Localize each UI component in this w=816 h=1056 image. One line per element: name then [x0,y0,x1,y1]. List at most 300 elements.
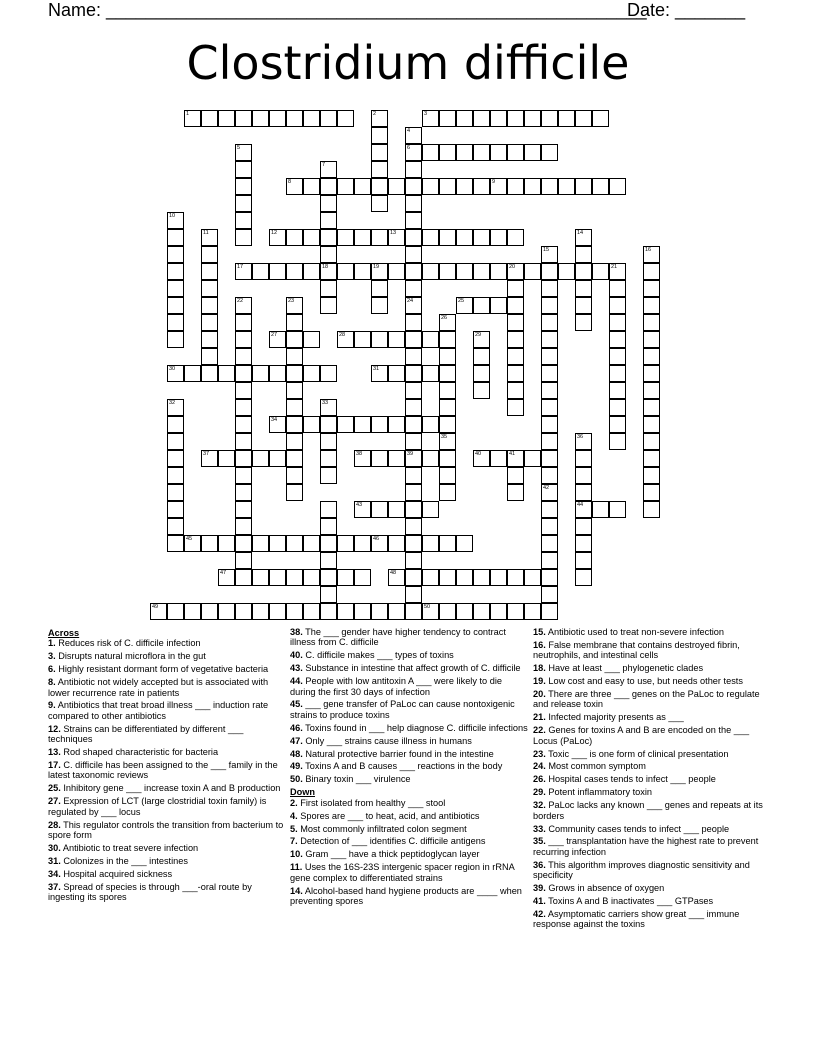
crossword-cell[interactable] [371,501,388,518]
crossword-cell[interactable] [371,280,388,297]
crossword-cell[interactable] [286,399,303,416]
crossword-cell[interactable] [337,229,354,246]
crossword-cell[interactable] [422,144,439,161]
crossword-cell[interactable] [303,535,320,552]
crossword-cell[interactable] [371,450,388,467]
crossword-cell[interactable] [541,484,558,501]
crossword-cell[interactable] [422,603,439,620]
crossword-cell[interactable] [541,433,558,450]
crossword-cell[interactable] [252,263,269,280]
crossword-cell[interactable] [320,416,337,433]
crossword-cell[interactable] [541,399,558,416]
crossword-cell[interactable] [643,467,660,484]
crossword-cell[interactable] [320,586,337,603]
crossword-cell[interactable] [575,467,592,484]
crossword-cell[interactable] [235,484,252,501]
crossword-cell[interactable] [405,552,422,569]
crossword-cell[interactable] [643,399,660,416]
crossword-cell[interactable] [235,110,252,127]
crossword-cell[interactable] [439,331,456,348]
crossword-cell[interactable] [473,297,490,314]
crossword-cell[interactable] [524,144,541,161]
crossword-cell[interactable] [286,484,303,501]
crossword-cell[interactable] [371,161,388,178]
crossword-cell[interactable] [609,297,626,314]
crossword-cell[interactable] [507,467,524,484]
crossword-cell[interactable] [439,348,456,365]
crossword-cell[interactable] [473,365,490,382]
crossword-cell[interactable] [575,280,592,297]
crossword-cell[interactable] [575,246,592,263]
crossword-cell[interactable] [371,416,388,433]
crossword-cell[interactable] [354,569,371,586]
crossword-cell[interactable] [473,348,490,365]
crossword-cell[interactable] [235,178,252,195]
crossword-cell[interactable] [286,569,303,586]
crossword-cell[interactable] [201,348,218,365]
crossword-cell[interactable] [490,569,507,586]
crossword-cell[interactable] [218,535,235,552]
crossword-cell[interactable] [371,144,388,161]
crossword-cell[interactable] [456,144,473,161]
crossword-cell[interactable] [507,382,524,399]
crossword-cell[interactable] [439,535,456,552]
crossword-cell[interactable] [609,382,626,399]
crossword-cell[interactable] [456,603,473,620]
crossword-cell[interactable] [439,144,456,161]
crossword-cell[interactable] [235,416,252,433]
crossword-cell[interactable] [269,569,286,586]
crossword-cell[interactable] [405,348,422,365]
crossword-cell[interactable] [269,535,286,552]
date-field-label[interactable]: Date: _______ [627,0,746,20]
crossword-cell[interactable] [439,569,456,586]
crossword-cell[interactable] [405,212,422,229]
crossword-cell[interactable] [320,399,337,416]
crossword-cell[interactable] [507,229,524,246]
crossword-cell[interactable] [541,518,558,535]
crossword-cell[interactable] [320,467,337,484]
crossword-cell[interactable] [609,399,626,416]
crossword-cell[interactable] [422,178,439,195]
crossword-cell[interactable] [541,297,558,314]
crossword-cell[interactable] [541,535,558,552]
crossword-cell[interactable] [320,535,337,552]
crossword-cell[interactable] [439,314,456,331]
crossword-cell[interactable] [524,603,541,620]
crossword-cell[interactable] [320,229,337,246]
crossword-cell[interactable] [320,450,337,467]
crossword-cell[interactable] [490,263,507,280]
crossword-cell[interactable] [439,178,456,195]
crossword-cell[interactable] [456,110,473,127]
crossword-cell[interactable] [507,399,524,416]
crossword-cell[interactable] [439,382,456,399]
crossword-cell[interactable] [405,399,422,416]
crossword-cell[interactable] [439,229,456,246]
crossword-cell[interactable] [303,569,320,586]
crossword-cell[interactable] [490,144,507,161]
crossword-cell[interactable] [354,603,371,620]
crossword-cell[interactable] [167,518,184,535]
crossword-cell[interactable] [507,314,524,331]
crossword-cell[interactable] [575,433,592,450]
crossword-cell[interactable] [575,110,592,127]
crossword-cell[interactable] [541,110,558,127]
crossword-cell[interactable] [337,263,354,280]
crossword-cell[interactable] [558,263,575,280]
crossword-cell[interactable] [201,450,218,467]
crossword-cell[interactable] [473,331,490,348]
crossword-cell[interactable] [609,416,626,433]
crossword-cell[interactable] [473,603,490,620]
crossword-cell[interactable] [235,535,252,552]
crossword-cell[interactable] [303,263,320,280]
crossword-cell[interactable] [235,365,252,382]
crossword-cell[interactable] [320,433,337,450]
crossword-cell[interactable] [575,569,592,586]
crossword-cell[interactable] [235,195,252,212]
crossword-cell[interactable] [473,382,490,399]
crossword-cell[interactable] [269,416,286,433]
crossword-cell[interactable] [388,535,405,552]
crossword-cell[interactable] [643,280,660,297]
crossword-cell[interactable] [456,178,473,195]
crossword-cell[interactable] [405,484,422,501]
crossword-cell[interactable] [235,314,252,331]
crossword-cell[interactable] [507,110,524,127]
crossword-cell[interactable] [507,348,524,365]
crossword-cell[interactable] [524,569,541,586]
crossword-cell[interactable] [235,467,252,484]
crossword-cell[interactable] [456,263,473,280]
crossword-cell[interactable] [320,365,337,382]
crossword-cell[interactable] [235,212,252,229]
crossword-cell[interactable] [201,314,218,331]
crossword-cell[interactable] [592,110,609,127]
crossword-cell[interactable] [405,535,422,552]
crossword-cell[interactable] [303,365,320,382]
crossword-cell[interactable] [235,603,252,620]
crossword-cell[interactable] [405,144,422,161]
crossword-cell[interactable] [184,365,201,382]
crossword-cell[interactable] [286,535,303,552]
crossword-cell[interactable] [456,569,473,586]
crossword-cell[interactable] [575,484,592,501]
crossword-cell[interactable] [592,263,609,280]
crossword-cell[interactable] [235,161,252,178]
crossword-cell[interactable] [643,365,660,382]
crossword-cell[interactable] [541,331,558,348]
crossword-cell[interactable] [303,229,320,246]
crossword-cell[interactable] [252,603,269,620]
crossword-cell[interactable] [643,348,660,365]
crossword-cell[interactable] [320,178,337,195]
crossword-cell[interactable] [541,314,558,331]
crossword-cell[interactable] [541,144,558,161]
crossword-cell[interactable] [218,603,235,620]
crossword-cell[interactable] [235,552,252,569]
crossword-cell[interactable] [167,365,184,382]
crossword-cell[interactable] [405,263,422,280]
crossword-cell[interactable] [286,382,303,399]
crossword-cell[interactable] [643,297,660,314]
crossword-cell[interactable] [184,535,201,552]
crossword-cell[interactable] [541,280,558,297]
crossword-cell[interactable] [473,450,490,467]
crossword-cell[interactable] [354,178,371,195]
crossword-cell[interactable] [167,450,184,467]
crossword-cell[interactable] [371,331,388,348]
crossword-cell[interactable] [405,365,422,382]
crossword-cell[interactable] [337,569,354,586]
crossword-cell[interactable] [320,518,337,535]
crossword-cell[interactable] [507,297,524,314]
crossword-cell[interactable] [507,365,524,382]
crossword-cell[interactable] [235,229,252,246]
crossword-cell[interactable] [235,144,252,161]
crossword-cell[interactable] [303,110,320,127]
crossword-cell[interactable] [371,263,388,280]
crossword-cell[interactable] [609,314,626,331]
crossword-cell[interactable] [201,246,218,263]
crossword-cell[interactable] [218,365,235,382]
crossword-cell[interactable] [507,484,524,501]
crossword-cell[interactable] [456,297,473,314]
crossword-cell[interactable] [473,178,490,195]
crossword-cell[interactable] [524,110,541,127]
crossword-cell[interactable] [218,110,235,127]
crossword-cell[interactable] [354,501,371,518]
crossword-cell[interactable] [609,365,626,382]
crossword-cell[interactable] [167,297,184,314]
crossword-cell[interactable] [405,518,422,535]
crossword-cell[interactable] [422,569,439,586]
crossword-cell[interactable] [473,569,490,586]
crossword-cell[interactable] [405,586,422,603]
crossword-cell[interactable] [405,195,422,212]
crossword-cell[interactable] [575,178,592,195]
crossword-cell[interactable] [167,484,184,501]
crossword-cell[interactable] [167,246,184,263]
crossword-cell[interactable] [609,331,626,348]
crossword-cell[interactable] [405,603,422,620]
crossword-cell[interactable] [286,297,303,314]
crossword-cell[interactable] [286,603,303,620]
crossword-cell[interactable] [235,518,252,535]
crossword-cell[interactable] [422,229,439,246]
crossword-cell[interactable] [643,450,660,467]
crossword-cell[interactable] [337,535,354,552]
crossword-cell[interactable] [252,450,269,467]
crossword-cell[interactable] [405,467,422,484]
crossword-cell[interactable] [371,229,388,246]
crossword-cell[interactable] [269,450,286,467]
crossword-cell[interactable] [490,178,507,195]
crossword-cell[interactable] [235,348,252,365]
crossword-cell[interactable] [269,331,286,348]
crossword-cell[interactable] [286,110,303,127]
crossword-cell[interactable] [388,569,405,586]
crossword-cell[interactable] [286,331,303,348]
crossword-cell[interactable] [405,178,422,195]
crossword-cell[interactable] [388,178,405,195]
crossword-cell[interactable] [558,178,575,195]
crossword-cell[interactable] [167,280,184,297]
crossword-cell[interactable] [422,331,439,348]
crossword-cell[interactable] [320,212,337,229]
crossword-cell[interactable] [235,450,252,467]
crossword-cell[interactable] [167,603,184,620]
crossword-cell[interactable] [439,110,456,127]
crossword-cell[interactable] [507,144,524,161]
crossword-cell[interactable] [235,263,252,280]
crossword-cell[interactable] [252,365,269,382]
crossword-cell[interactable] [320,246,337,263]
crossword-cell[interactable] [371,178,388,195]
crossword-cell[interactable] [320,297,337,314]
crossword-cell[interactable] [541,246,558,263]
crossword-cell[interactable] [320,161,337,178]
crossword-cell[interactable] [286,416,303,433]
crossword-cell[interactable] [609,178,626,195]
crossword-cell[interactable] [541,178,558,195]
crossword-cell[interactable] [422,365,439,382]
crossword-cell[interactable] [609,348,626,365]
crossword-cell[interactable] [541,382,558,399]
crossword-cell[interactable] [286,229,303,246]
crossword-cell[interactable] [643,314,660,331]
crossword-cell[interactable] [456,229,473,246]
crossword-cell[interactable] [354,263,371,280]
crossword-cell[interactable] [320,501,337,518]
crossword-cell[interactable] [201,263,218,280]
crossword-cell[interactable] [337,416,354,433]
crossword-cell[interactable] [541,603,558,620]
crossword-cell[interactable] [371,195,388,212]
crossword-cell[interactable] [456,535,473,552]
crossword-cell[interactable] [320,263,337,280]
crossword-cell[interactable] [524,450,541,467]
crossword-cell[interactable] [643,484,660,501]
crossword-cell[interactable] [269,229,286,246]
crossword-cell[interactable] [337,178,354,195]
crossword-cell[interactable] [439,263,456,280]
crossword-cell[interactable] [354,229,371,246]
crossword-cell[interactable] [286,314,303,331]
crossword-cell[interactable] [167,535,184,552]
crossword-cell[interactable] [592,178,609,195]
crossword-cell[interactable] [388,416,405,433]
crossword-cell[interactable] [575,501,592,518]
crossword-cell[interactable] [405,280,422,297]
crossword-cell[interactable] [371,127,388,144]
crossword-cell[interactable] [201,603,218,620]
crossword-cell[interactable] [354,331,371,348]
crossword-cell[interactable] [541,467,558,484]
crossword-cell[interactable] [405,382,422,399]
crossword-cell[interactable] [405,433,422,450]
crossword-cell[interactable] [541,263,558,280]
crossword-cell[interactable] [473,110,490,127]
crossword-cell[interactable] [201,535,218,552]
crossword-cell[interactable] [252,569,269,586]
crossword-cell[interactable] [201,229,218,246]
crossword-cell[interactable] [643,263,660,280]
crossword-cell[interactable] [592,501,609,518]
crossword-cell[interactable] [541,348,558,365]
crossword-cell[interactable] [405,229,422,246]
crossword-cell[interactable] [439,484,456,501]
crossword-cell[interactable] [541,501,558,518]
crossword-cell[interactable] [286,467,303,484]
crossword-cell[interactable] [371,297,388,314]
crossword-cell[interactable] [524,178,541,195]
crossword-cell[interactable] [269,263,286,280]
crossword-cell[interactable] [575,314,592,331]
crossword-cell[interactable] [405,161,422,178]
crossword-cell[interactable] [439,450,456,467]
crossword-cell[interactable] [439,399,456,416]
crossword-cell[interactable] [388,501,405,518]
crossword-cell[interactable] [405,331,422,348]
crossword-cell[interactable] [490,110,507,127]
crossword-cell[interactable] [218,450,235,467]
crossword-cell[interactable] [167,229,184,246]
crossword-cell[interactable] [269,110,286,127]
crossword-cell[interactable] [541,365,558,382]
crossword-cell[interactable] [337,603,354,620]
crossword-cell[interactable] [558,110,575,127]
crossword-cell[interactable] [422,263,439,280]
crossword-cell[interactable] [167,416,184,433]
crossword-cell[interactable] [235,331,252,348]
crossword-cell[interactable] [167,212,184,229]
crossword-cell[interactable] [388,229,405,246]
crossword-cell[interactable] [371,110,388,127]
name-field-label[interactable]: Name: ______________________________________________________ [48,0,647,20]
crossword-cell[interactable] [218,569,235,586]
crossword-cell[interactable] [643,433,660,450]
crossword-cell[interactable] [507,331,524,348]
crossword-cell[interactable] [439,416,456,433]
crossword-cell[interactable] [405,127,422,144]
crossword-cell[interactable] [388,450,405,467]
crossword-cell[interactable] [524,263,541,280]
crossword-cell[interactable] [609,263,626,280]
crossword-cell[interactable] [286,450,303,467]
crossword-cell[interactable] [575,297,592,314]
crossword-cell[interactable] [201,110,218,127]
crossword-cell[interactable] [303,331,320,348]
crossword-cell[interactable] [235,399,252,416]
crossword-cell[interactable] [235,382,252,399]
crossword-cell[interactable] [388,603,405,620]
crossword-cell[interactable] [201,331,218,348]
crossword-cell[interactable] [184,110,201,127]
crossword-cell[interactable] [320,110,337,127]
crossword-cell[interactable] [337,110,354,127]
crossword-cell[interactable] [541,586,558,603]
crossword-cell[interactable] [439,603,456,620]
crossword-cell[interactable] [371,535,388,552]
crossword-cell[interactable] [473,229,490,246]
crossword-cell[interactable] [541,416,558,433]
crossword-cell[interactable] [575,450,592,467]
crossword-cell[interactable] [507,603,524,620]
crossword-cell[interactable] [354,416,371,433]
crossword-cell[interactable] [507,263,524,280]
